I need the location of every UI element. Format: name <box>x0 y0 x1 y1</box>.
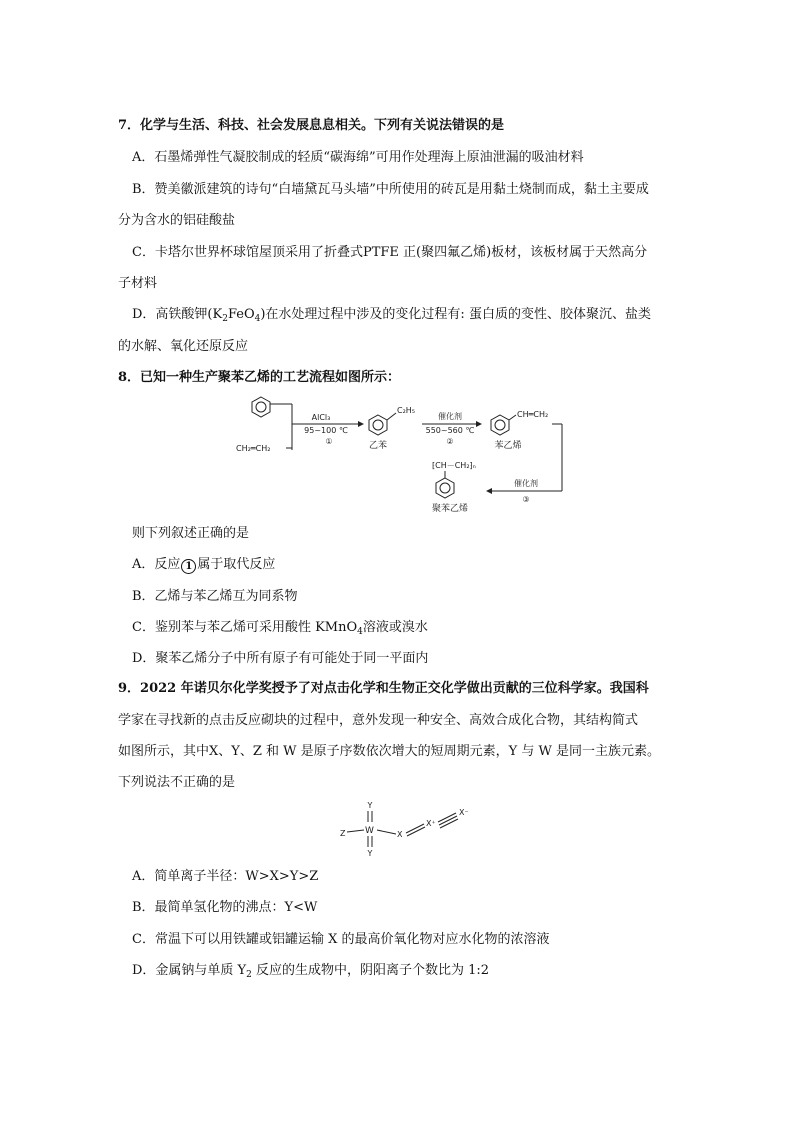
styrene-substituent: CH═CH₂ <box>517 410 549 419</box>
polystyrene-label: 聚苯乙烯 <box>431 504 469 514</box>
q7-stem: 7．化学与生活、科技、社会发展息息相关。下列有关说法错误的是 <box>118 118 505 133</box>
step2-number: ② <box>446 437 454 446</box>
q9-option-a: A．简单离子半径：W>X>Y>Z <box>132 869 319 884</box>
q9-stem-line4: 下列说法不正确的是 <box>118 775 236 790</box>
q8-lead: 则下列叙述正确的是 <box>132 526 250 541</box>
q7-option-b-line1: B．赞美徽派建筑的诗句“白墙黛瓦马头墙”中所使用的砖瓦是用黏土烧制而成，黏土主要成 <box>132 182 649 197</box>
q9-stem-line2: 学家在寻找新的点击反应砌块的过程中，意外发现一种安全、高效合成化合物，其结构简式 <box>118 713 639 728</box>
atom-z: Z <box>340 829 346 838</box>
polystyrene-formula: ⁅CH－CH₂⁆ₙ <box>432 461 476 470</box>
atom-y-top: Y <box>367 801 373 810</box>
q9-option-d: D．金属钠与单质 $Y_2$ 反应的生成物中，阴阳离子个数比为 1:2 <box>132 963 490 980</box>
step1-number: ① <box>325 437 333 446</box>
q7-option-d-line2: 的水解、氧化还原反应 <box>118 339 249 354</box>
circled-one-icon: 1 <box>181 559 196 574</box>
styrene-ring-icon <box>491 415 516 435</box>
q8-option-a: A．反应 1 属于取代反应 <box>132 557 276 572</box>
polystyrene-ring-icon <box>436 471 454 498</box>
q7-option-c-line1: C．卡塔尔世界杯球馆屋顶采用了折叠式PTFE 正(聚四氟乙烯)板材，该板材属于天然高分 <box>132 245 648 260</box>
q8-option-b: B．乙烯与苯乙烯互为同系物 <box>132 589 298 604</box>
step1-temperature: 95~100 ℃ <box>304 426 348 435</box>
ethylbenzene-ring-icon <box>369 413 396 435</box>
step3-number: ③ <box>522 495 530 504</box>
benzene-ring-icon <box>252 397 270 417</box>
styrene-label: 苯乙烯 <box>494 441 522 451</box>
atom-x: X <box>397 830 403 839</box>
q9-option-c: C．常温下可以用铁罐或铝罐运输 X 的最高价氧化物对应水化物的浓溶液 <box>132 932 550 947</box>
q8-option-d: D．聚苯乙烯分子中所有原子有可能处于同一平面内 <box>132 651 429 666</box>
q9-option-b: B．最简单氢化物的沸点：Y<W <box>132 900 318 915</box>
step2-temperature: 550~560 ℃ <box>425 426 475 435</box>
q9-stem-line3: 如图所示，其中X、Y、Z 和 W 是原子序数依次增大的短周期元素，Y 与 W 是同一主族元素。 <box>118 744 660 759</box>
q7-option-c-line2: 子材料 <box>118 276 158 291</box>
ethylbenzene-substituent: C₂H₅ <box>397 406 416 415</box>
q7-option-d-line1: D．高铁酸钾$(K_2FeO_4)$在水处理过程中涉及的变化过程有: 蛋白质的变性、胶体聚沉、盐类 <box>132 307 651 324</box>
ethylbenzene-label: 乙苯 <box>368 441 388 451</box>
step2-catalyst: 催化剂 <box>438 412 462 421</box>
q8-stem: 8．已知一种生产聚苯乙烯的工艺流程如图所示： <box>118 370 401 385</box>
atom-w: W <box>365 826 374 836</box>
q7-option-a: A．石墨烯弹性气凝胶制成的轻质“碳海绵”可用作处理海上原油泄漏的吸油材料 <box>132 150 584 165</box>
atom-x-plus: X⁺ <box>426 819 436 828</box>
atom-y-bottom: Y <box>367 849 373 858</box>
step3-catalyst: 催化剂 <box>514 479 538 488</box>
q8-option-c: C．鉴别苯与苯乙烯可采用酸性 KMnO$_4$溶液或溴水 <box>132 620 428 637</box>
atom-x-minus: X⁻ <box>459 808 469 817</box>
ethylene-label: CH₂═CH₂ <box>236 444 271 453</box>
polystyrene-process-diagram <box>230 393 570 518</box>
q7-option-b-line2: 分为含水的铝硅酸盐 <box>118 213 236 228</box>
q9-structure-diagram <box>330 798 490 860</box>
step1-catalyst: AlCl₃ <box>311 413 331 422</box>
q9-stem-line1: 9．2022 年诺贝尔化学奖授予了对点击化学和生物正交化学做出贡献的三位科学家。我国科 <box>118 681 649 696</box>
